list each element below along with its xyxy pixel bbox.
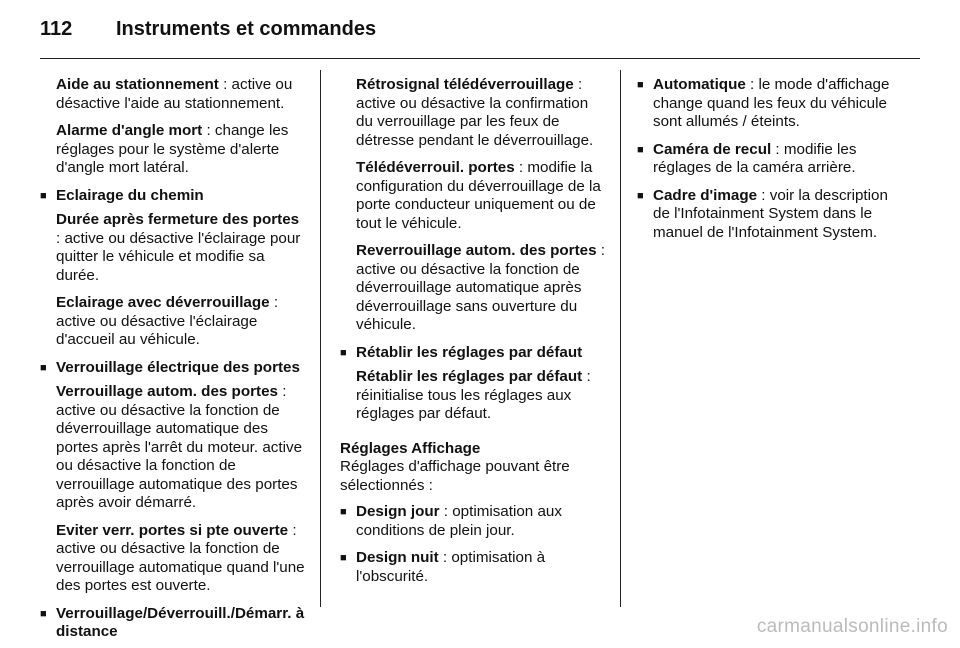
bullet-retablir: ■ Rétablir les réglages par défaut — [340, 344, 606, 363]
page-number: 112 — [40, 18, 73, 40]
column-1 — [40, 76, 306, 648]
entry-retrosignal: Rétrosignal télédéverrouillage : active ou désactive la confirmation du verrouillage par les feux de détresse pendant le déverrouillage. — [356, 76, 594, 149]
bullet-verrouillage-electrique: ■ Verrouillage électrique des portes — [40, 359, 306, 378]
section-title-affichage: Réglages Affichage — [340, 439, 481, 457]
entry-aide-stationnement: Aide au stationnement : active ou désactive l'aide au stationnement. — [56, 76, 293, 112]
page-title: Instruments et commandes — [116, 18, 377, 40]
bullet-verrouillage-distance: ■ Verrouillage/Déverrouill./Démarr. à distance — [40, 605, 306, 642]
bullet-camera-recul: ■ Caméra de recul : modifie les réglages de la caméra arrière. — [637, 141, 907, 178]
section-intro: Réglages d'affichage pouvant être sélectionnés : — [340, 458, 570, 494]
entry-eviter-verr: Eviter verr. portes si pte ouverte : active ou désactive la fonction de verrouillage automatique quand l'une des portes est ouverte. — [56, 521, 305, 594]
entry-reverrouillage: Reverrouillage autom. des portes : active ou désactive la fonction de déverrouillage automatique après déverrouillage sans ouverture du véhicule. — [356, 242, 605, 333]
bullet-automatique: ■ Automatique : le mode d'affichage change quand les feux du véhicule sont allumés / éteints. — [637, 76, 907, 132]
bullet-eclairage-chemin: ■ Eclairage du chemin — [40, 187, 306, 206]
column-divider-2 — [620, 70, 621, 607]
column-2 — [340, 76, 606, 595]
entry-verrouillage-autom: Verrouillage autom. des portes : active ou désactive la fonction de déverrouillage automatique des portes après l'arrêt du moteur. active ou désactive la fonction de verrouillage automatique des portes après avoir démarré. — [56, 383, 303, 511]
bullet-design-jour: ■ Design jour : optimisation aux conditions de plein jour. — [340, 503, 606, 540]
column-divider-1 — [320, 70, 321, 607]
entry-alarme-angle-mort: Alarme d'angle mort : change les réglages pour le système d'alerte d'angle mort latéral. — [56, 122, 289, 176]
watermark: carmanualsonline.info — [756, 616, 948, 637]
entry-teledeverrouil: Télédéverrouil. portes : modifie la configuration du déverrouillage de la porte conducteur uniquement ou de tout le véhicule. — [356, 159, 601, 232]
entry-eclairage-deverrouillage: Eclairage avec déverrouillage : active ou désactive l'éclairage d'accueil au véhicule. — [56, 294, 279, 348]
bullet-design-nuit: ■ Design nuit : optimisation à l'obscurité. — [340, 549, 606, 586]
header-rule — [40, 58, 920, 59]
column-3 — [637, 76, 907, 251]
entry-duree-fermeture: Durée après fermeture des portes : active ou désactive l'éclairage pour quitter le véhicule et modifie sa durée. — [56, 211, 301, 284]
bullet-cadre-image: ■ Cadre d'image : voir la description de l'Infotainment System dans le manuel de l'Infotainment System. — [637, 187, 907, 243]
page-header — [40, 18, 376, 41]
entry-retablir: Rétablir les réglages par défaut : réinitialise tous les réglages aux réglages par défaut. — [356, 368, 591, 422]
